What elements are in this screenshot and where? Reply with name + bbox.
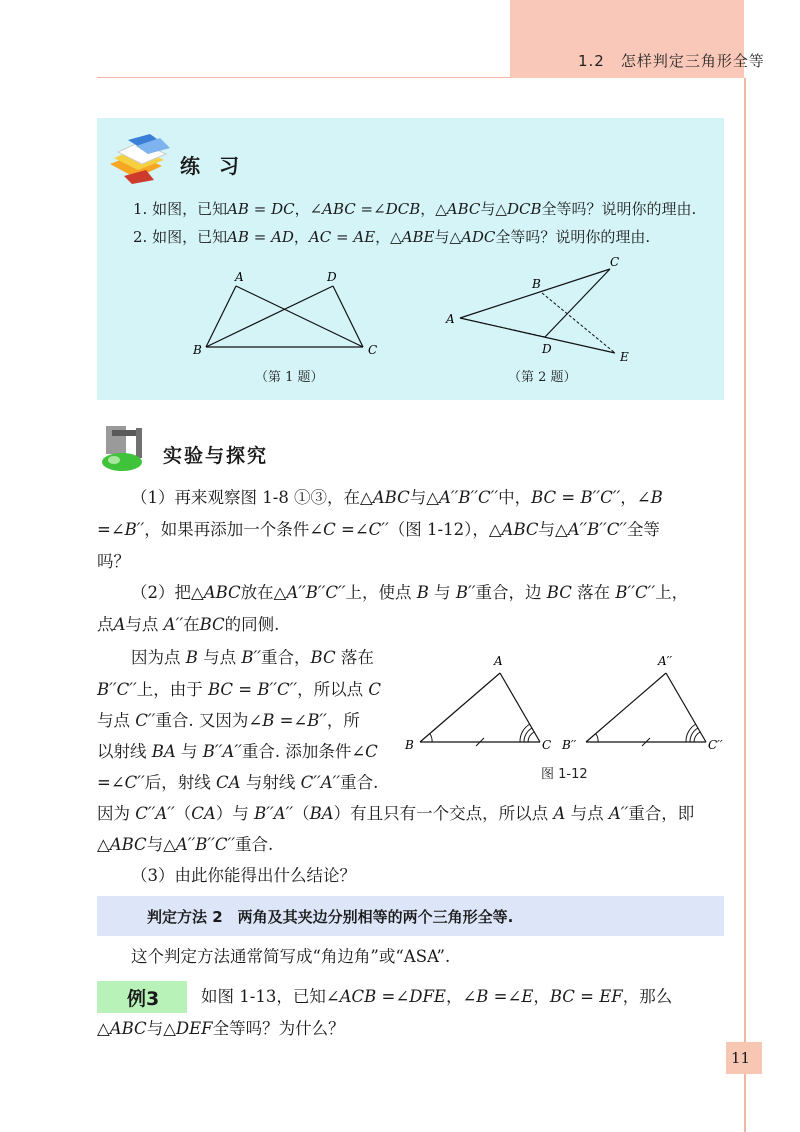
- example-3-line2: △ABC与△DEF全等吗？为什么？: [97, 1019, 345, 1038]
- experiment-p3-line6: 因为 C′′A′′（CA）与 B′′A′′（BA）有且只有一个交点，所以点 A 与点 A′′重合，即: [97, 804, 695, 823]
- page-number: 11: [731, 1049, 751, 1067]
- experiment-p3-line2: B′′C′′上，由于 BC = B′′C′′，所以点 C: [97, 680, 382, 699]
- experiment-p3-line7: △ABC与△A′′B′′C′′重合.: [97, 835, 274, 854]
- experiment-p3-line4: 以射线 BA 与 B′′A′′重合. 添加条件∠C: [97, 742, 378, 761]
- fig12-label-b: B: [405, 738, 414, 752]
- experiment-title: 实验与探究: [163, 445, 269, 467]
- experiment-p1-line1: （1）再来观察图 1-8 ①③，在△ABC与△A′′B′′C′′中，BC = B′′C′′，∠B: [131, 488, 663, 507]
- exercise-book-icon: [106, 130, 172, 186]
- fig2-label-d: D: [542, 342, 552, 356]
- exercise-title: 练 习: [180, 154, 245, 178]
- fig2-label-c: C: [610, 255, 620, 269]
- abbreviation-text: 这个判定方法通常简写成“角边角”或“ASA”.: [131, 947, 451, 966]
- fig12-label-b2: B′′: [562, 738, 577, 752]
- fig12-label-c2: C′′: [708, 738, 723, 752]
- fig2-label-e: E: [620, 350, 629, 364]
- fig1-label-d: D: [327, 270, 337, 284]
- exercise-question-1: 1. 如图，已知AB = DC，∠ABC =∠DCB，△ABC与△DCB全等吗？说明你的理由.: [133, 200, 697, 218]
- experiment-p2-line2: 点A与点 A′′在BC的同侧.: [97, 615, 280, 634]
- header-rule: [97, 77, 510, 78]
- figure-1-12: [400, 650, 730, 780]
- experiment-p3-line1: 因为点 B 与点 B′′重合，BC 落在: [131, 648, 374, 667]
- example-3-label: 例3: [127, 988, 160, 1010]
- experiment-p3-line5: =∠C′′后，射线 CA 与射线 C′′A′′重合.: [97, 773, 379, 792]
- fig12-label-c: C: [542, 738, 552, 752]
- experiment-p1-line3: 吗？: [97, 552, 130, 571]
- experiment-p3-line3: 与点 C′′重合. 又因为∠B =∠B′′，所: [97, 711, 360, 730]
- fig2-caption: （第 2 题）: [508, 370, 577, 385]
- fig1-label-b: B: [193, 343, 202, 357]
- experiment-icon: [100, 420, 158, 472]
- experiment-p1-line2: =∠B′′，如果再添加一个条件∠C =∠C′′（图 1-12），△ABC与△A′′B′′C′′全等: [97, 520, 660, 539]
- fig12-label-a2: A′′: [658, 654, 673, 668]
- method-statement: 判定方法 2 两角及其夹边分别相等的两个三角形全等.: [147, 908, 514, 926]
- example-3-line1: 如图 1-13，已知∠ACB =∠DFE，∠B =∠E，BC = EF，那么: [201, 987, 673, 1006]
- section-title: 1.2 怎样判定三角形全等: [578, 52, 765, 70]
- fig2-label-a: A: [446, 312, 455, 326]
- fig1-label-c: C: [368, 343, 378, 357]
- fig12-label-a: A: [494, 654, 503, 668]
- fig1-label-a: A: [235, 270, 244, 284]
- experiment-p4: （3）由此你能得出什么结论？: [131, 866, 356, 885]
- figure-exercise-2: [440, 255, 640, 370]
- margin-rule: [744, 78, 746, 1132]
- fig12-caption: 图 1-12: [541, 767, 588, 782]
- fig1-caption: （第 1 题）: [255, 370, 324, 385]
- fig2-label-b: B: [532, 277, 541, 291]
- figure-exercise-1: [180, 262, 390, 362]
- exercise-question-2: 2. 如图，已知AB = AD，AC = AE，△ABE与△ADC全等吗？说明你的理由.: [133, 228, 651, 246]
- experiment-p2-line1: （2）把△ABC放在△A′′B′′C′′上，使点 B 与 B′′重合，边 BC 落在 B′′C′′上，: [131, 583, 689, 602]
